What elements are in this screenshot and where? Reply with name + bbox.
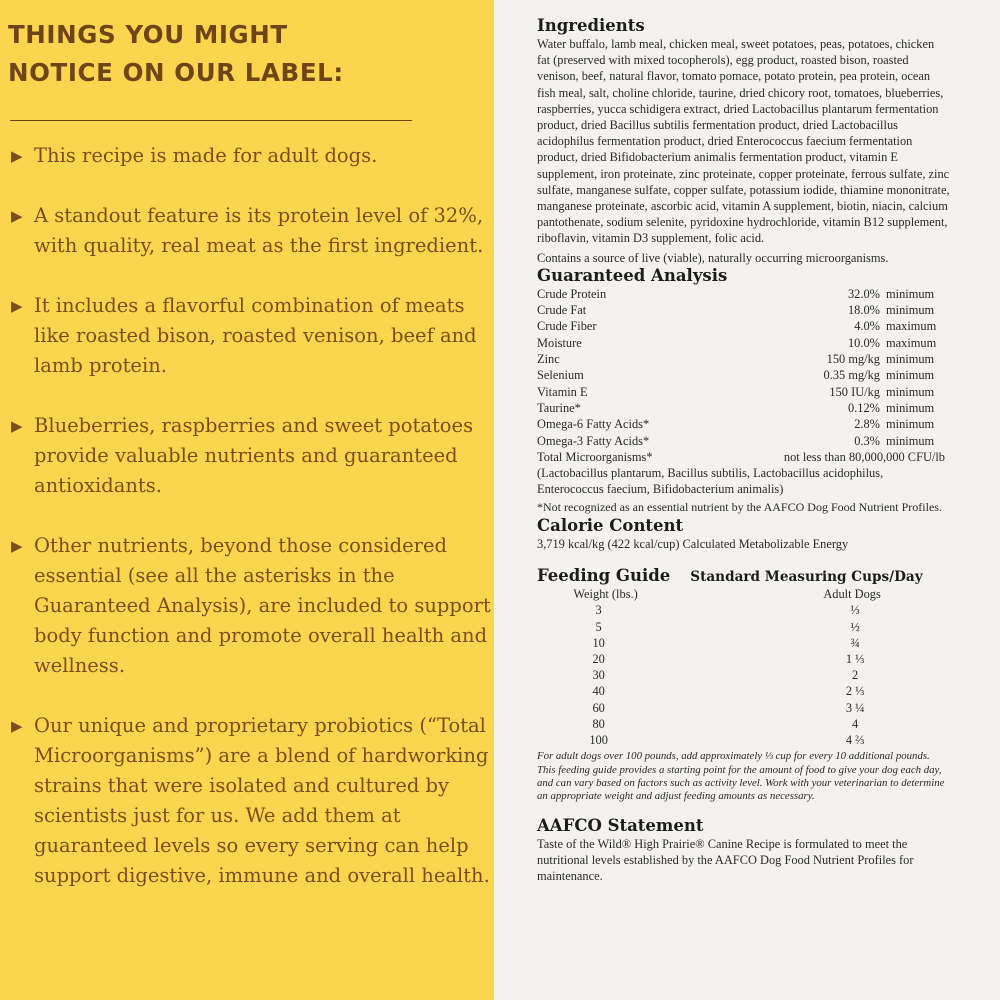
bullet-item (8, 411, 494, 501)
feeding-row (537, 732, 950, 748)
feeding-guide-columns (537, 586, 950, 602)
ingredients-title: Ingredients (537, 16, 645, 35)
feeding-guide-header (537, 566, 950, 586)
micro-strains: (Lactobacillus plantarum, Bacillus subtilis, Lactobacillus acidophilus, Enterococcus faecium, Bifidobacterium animalis) (537, 466, 884, 497)
feeding-weight: 10 (592, 635, 605, 650)
bullet-item (8, 141, 494, 171)
feeding-weight: 100 (589, 732, 608, 747)
aafco-statement-title: AAFCO Statement (537, 815, 704, 835)
ga-row (537, 351, 950, 367)
ga-qualifier: minimum (886, 368, 935, 383)
ga-value: 18.0% (847, 303, 880, 318)
ga-qualifier: maximum (886, 319, 937, 334)
feeding-cups: ¾ (850, 635, 860, 650)
ga-value: 0.3% (854, 433, 880, 448)
weight-column-header: Weight (lbs.) (573, 587, 638, 602)
feeding-cups: 3 ¼ (845, 700, 865, 715)
feeding-guide-title: Feeding Guide (537, 566, 671, 586)
feeding-weight: 20 (592, 651, 605, 666)
feeding-row (537, 619, 950, 635)
heading-line-2: NOTICE ON OUR LABEL: (8, 58, 344, 87)
panel-heading (8, 16, 494, 92)
ga-nutrient-name: Omega-3 Fatty Acids* (537, 433, 650, 448)
info-panel (0, 0, 494, 1000)
feeding-row (537, 651, 950, 667)
ga-value: 10.0% (847, 335, 880, 350)
guaranteed-analysis-title: Guaranteed Analysis (537, 265, 728, 285)
ga-qualifier: minimum (886, 384, 935, 399)
feeding-row (537, 667, 950, 683)
adult-dogs-column-header: Adult Dogs (823, 587, 881, 602)
heading-line-1: THINGS YOU MIGHT (8, 20, 288, 49)
feeding-weight: 3 (595, 603, 602, 618)
ga-value: 0.35 mg/kg (823, 368, 880, 383)
feeding-weight: 5 (595, 619, 602, 634)
feeding-weight: 40 (592, 684, 605, 699)
ga-row (537, 416, 950, 432)
bullet-arrow-icon: ▶ (11, 417, 23, 435)
bullet-text: This recipe is made for adult dogs. (34, 144, 378, 167)
feeding-weight: 60 (592, 700, 605, 715)
bullet-arrow-icon: ▶ (11, 147, 23, 165)
feeding-row (537, 602, 950, 618)
ga-qualifier: maximum (886, 335, 937, 350)
ga-nutrient-name: Selenium (537, 368, 584, 383)
ga-nutrient-name: Omega-6 Fatty Acids* (537, 417, 650, 432)
total-microorganisms-row (537, 449, 950, 465)
feeding-weight: 30 (592, 668, 605, 683)
ga-row (537, 367, 950, 383)
bullet-item (8, 531, 494, 681)
ga-value: 150 mg/kg (826, 352, 880, 367)
ga-row (537, 433, 950, 449)
heading-divider (10, 120, 412, 121)
ga-qualifier: minimum (886, 352, 935, 367)
ga-nutrient-name: Zinc (537, 352, 560, 367)
ga-qualifier: minimum (886, 417, 935, 432)
ga-value: 4.0% (854, 319, 880, 334)
feeding-guide-rows (537, 602, 950, 748)
feeding-row (537, 635, 950, 651)
feeding-cups: 2 ⅓ (845, 684, 865, 699)
micro-name: Total Microorganisms* (537, 449, 653, 464)
bullet-text: It includes a flavorful combination of meats like roasted bison, roasted venison, beef and lamb protein. (34, 294, 477, 377)
ga-row (537, 318, 950, 334)
bullet-list (8, 141, 494, 891)
ingredients-text: Water buffalo, lamb meal, chicken meal, sweet potatoes, peas, potatoes, chicken fat (preserved with mixed tocopherols), egg product, roasted bison, roasted venison, beef, natural flavor, tomato pomace, potato protein, pea protein, ocean fish meal, salt, choline chloride, taurine, dried chicory root, tomatoes, blueberries, raspberries, yucca schidigera extract, dried Lactobacillus plantarum fermentation product, dried Bacillus subtilis fermentation product, dried Lactobacillus acidophilus fermentation product, dried Enterococcus faecium fermentation product, dried Bifidobacterium animalis fermentation product, vitamin E supplement, iron proteinate, zinc proteinate, copper proteinate, ferrous sulfate, zinc sulfate, manganese sulfate, copper sulfate, potassium iodide, thiamine mononitrate, manganese proteinate, ascorbic acid, vitamin A supplement, biotin, niacin, calcium pantothenate, sodium selenite, pyridoxine hydrochloride, vitamin B12 supplement, riboflavin, vitamin D3 supplement, folic acid. (537, 37, 950, 246)
ga-qualifier: minimum (886, 286, 935, 301)
bullet-arrow-icon: ▶ (11, 297, 23, 315)
feeding-row (537, 683, 950, 699)
bullet-text: Blueberries, raspberries and sweet potatoes provide valuable nutrients and guaranteed antioxidants. (34, 414, 474, 497)
bullet-arrow-icon: ▶ (11, 537, 23, 555)
ga-qualifier: minimum (886, 303, 935, 318)
ga-row (537, 286, 950, 302)
ga-qualifier: minimum (886, 400, 935, 415)
ga-row (537, 400, 950, 416)
ga-nutrient-name: Taurine* (537, 400, 581, 415)
ga-qualifier: minimum (886, 433, 935, 448)
feeding-row (537, 716, 950, 732)
bullet-text: Other nutrients, beyond those considered essential (see all the asterisks in the Guaranteed Analysis), are included to support body function and promote overall health and wellness. (34, 534, 491, 677)
ga-value: 32.0% (847, 286, 880, 301)
bullet-item (8, 711, 494, 891)
ga-footnote: *Not recognized as an essential nutrient by the AAFCO Dog Food Nutrient Profiles. (537, 500, 942, 515)
bullet-arrow-icon: ▶ (11, 207, 23, 225)
feeding-guide-subtitle: Standard Measuring Cups/Day (690, 569, 923, 586)
calorie-content-text: 3,719 kcal/kg (422 kcal/cup) Calculated Metabolizable Energy (537, 536, 849, 551)
feeding-cups: 4 ⅔ (845, 732, 865, 747)
feeding-cups: 1 ⅓ (845, 651, 865, 666)
feeding-row (537, 700, 950, 716)
bullet-text: Our unique and proprietary probiotics (“Total Microorganisms”) are a blend of hardworking strains that were isolated and cultured by scientists just for us. We add them at guaranteed levels so every serving can help support digestive, immune and overall health. (34, 714, 490, 887)
feeding-weight: 80 (592, 716, 605, 731)
ga-row (537, 384, 950, 400)
calorie-content-title: Calorie Content (537, 515, 684, 535)
ga-value: 2.8% (854, 417, 880, 432)
ga-value: 0.12% (847, 400, 880, 415)
ga-nutrient-name: Vitamin E (537, 384, 588, 399)
guaranteed-analysis-table (537, 286, 950, 449)
aafco-statement-text: Taste of the Wild® High Prairie® Canine Recipe is formulated to meet the nutritional levels established by the AAFCO Dog Food Nutrient Profiles for maintenance. (537, 836, 914, 884)
ga-nutrient-name: Crude Protein (537, 286, 607, 301)
micro-value: not less than 80,000,000 CFU/lb (783, 449, 945, 464)
feeding-cups: 2 (852, 668, 859, 683)
feeding-cups: ⅓ (850, 603, 860, 618)
ga-row (537, 335, 950, 351)
bullet-text: A standout feature is its protein level of 32%, with quality, real meat as the first ingredient. (34, 204, 484, 257)
nutrition-label (494, 0, 1000, 1000)
feeding-cups: ½ (850, 619, 860, 634)
bullet-item (8, 291, 494, 381)
ga-nutrient-name: Crude Fat (537, 303, 587, 318)
ga-value: 150 IU/kg (829, 384, 880, 399)
bullet-arrow-icon: ▶ (11, 717, 23, 735)
ga-row (537, 302, 950, 318)
bullet-item (8, 201, 494, 261)
feeding-cups: 4 (852, 716, 859, 731)
ga-nutrient-name: Crude Fiber (537, 319, 597, 334)
ga-nutrient-name: Moisture (537, 335, 582, 350)
microorganisms-note: Contains a source of live (viable), naturally occurring microorganisms. (537, 250, 889, 265)
feeding-guide-note: For adult dogs over 100 pounds, add approximately ⅓ cup for every 10 additional pounds. This feeding guide provides a starting point for the amount of food to give your dog each day, and can vary based on factors such as activity level. Work with your veterinarian to determine an appropriate weight and adjust feeding amounts as necessary. (537, 750, 945, 803)
